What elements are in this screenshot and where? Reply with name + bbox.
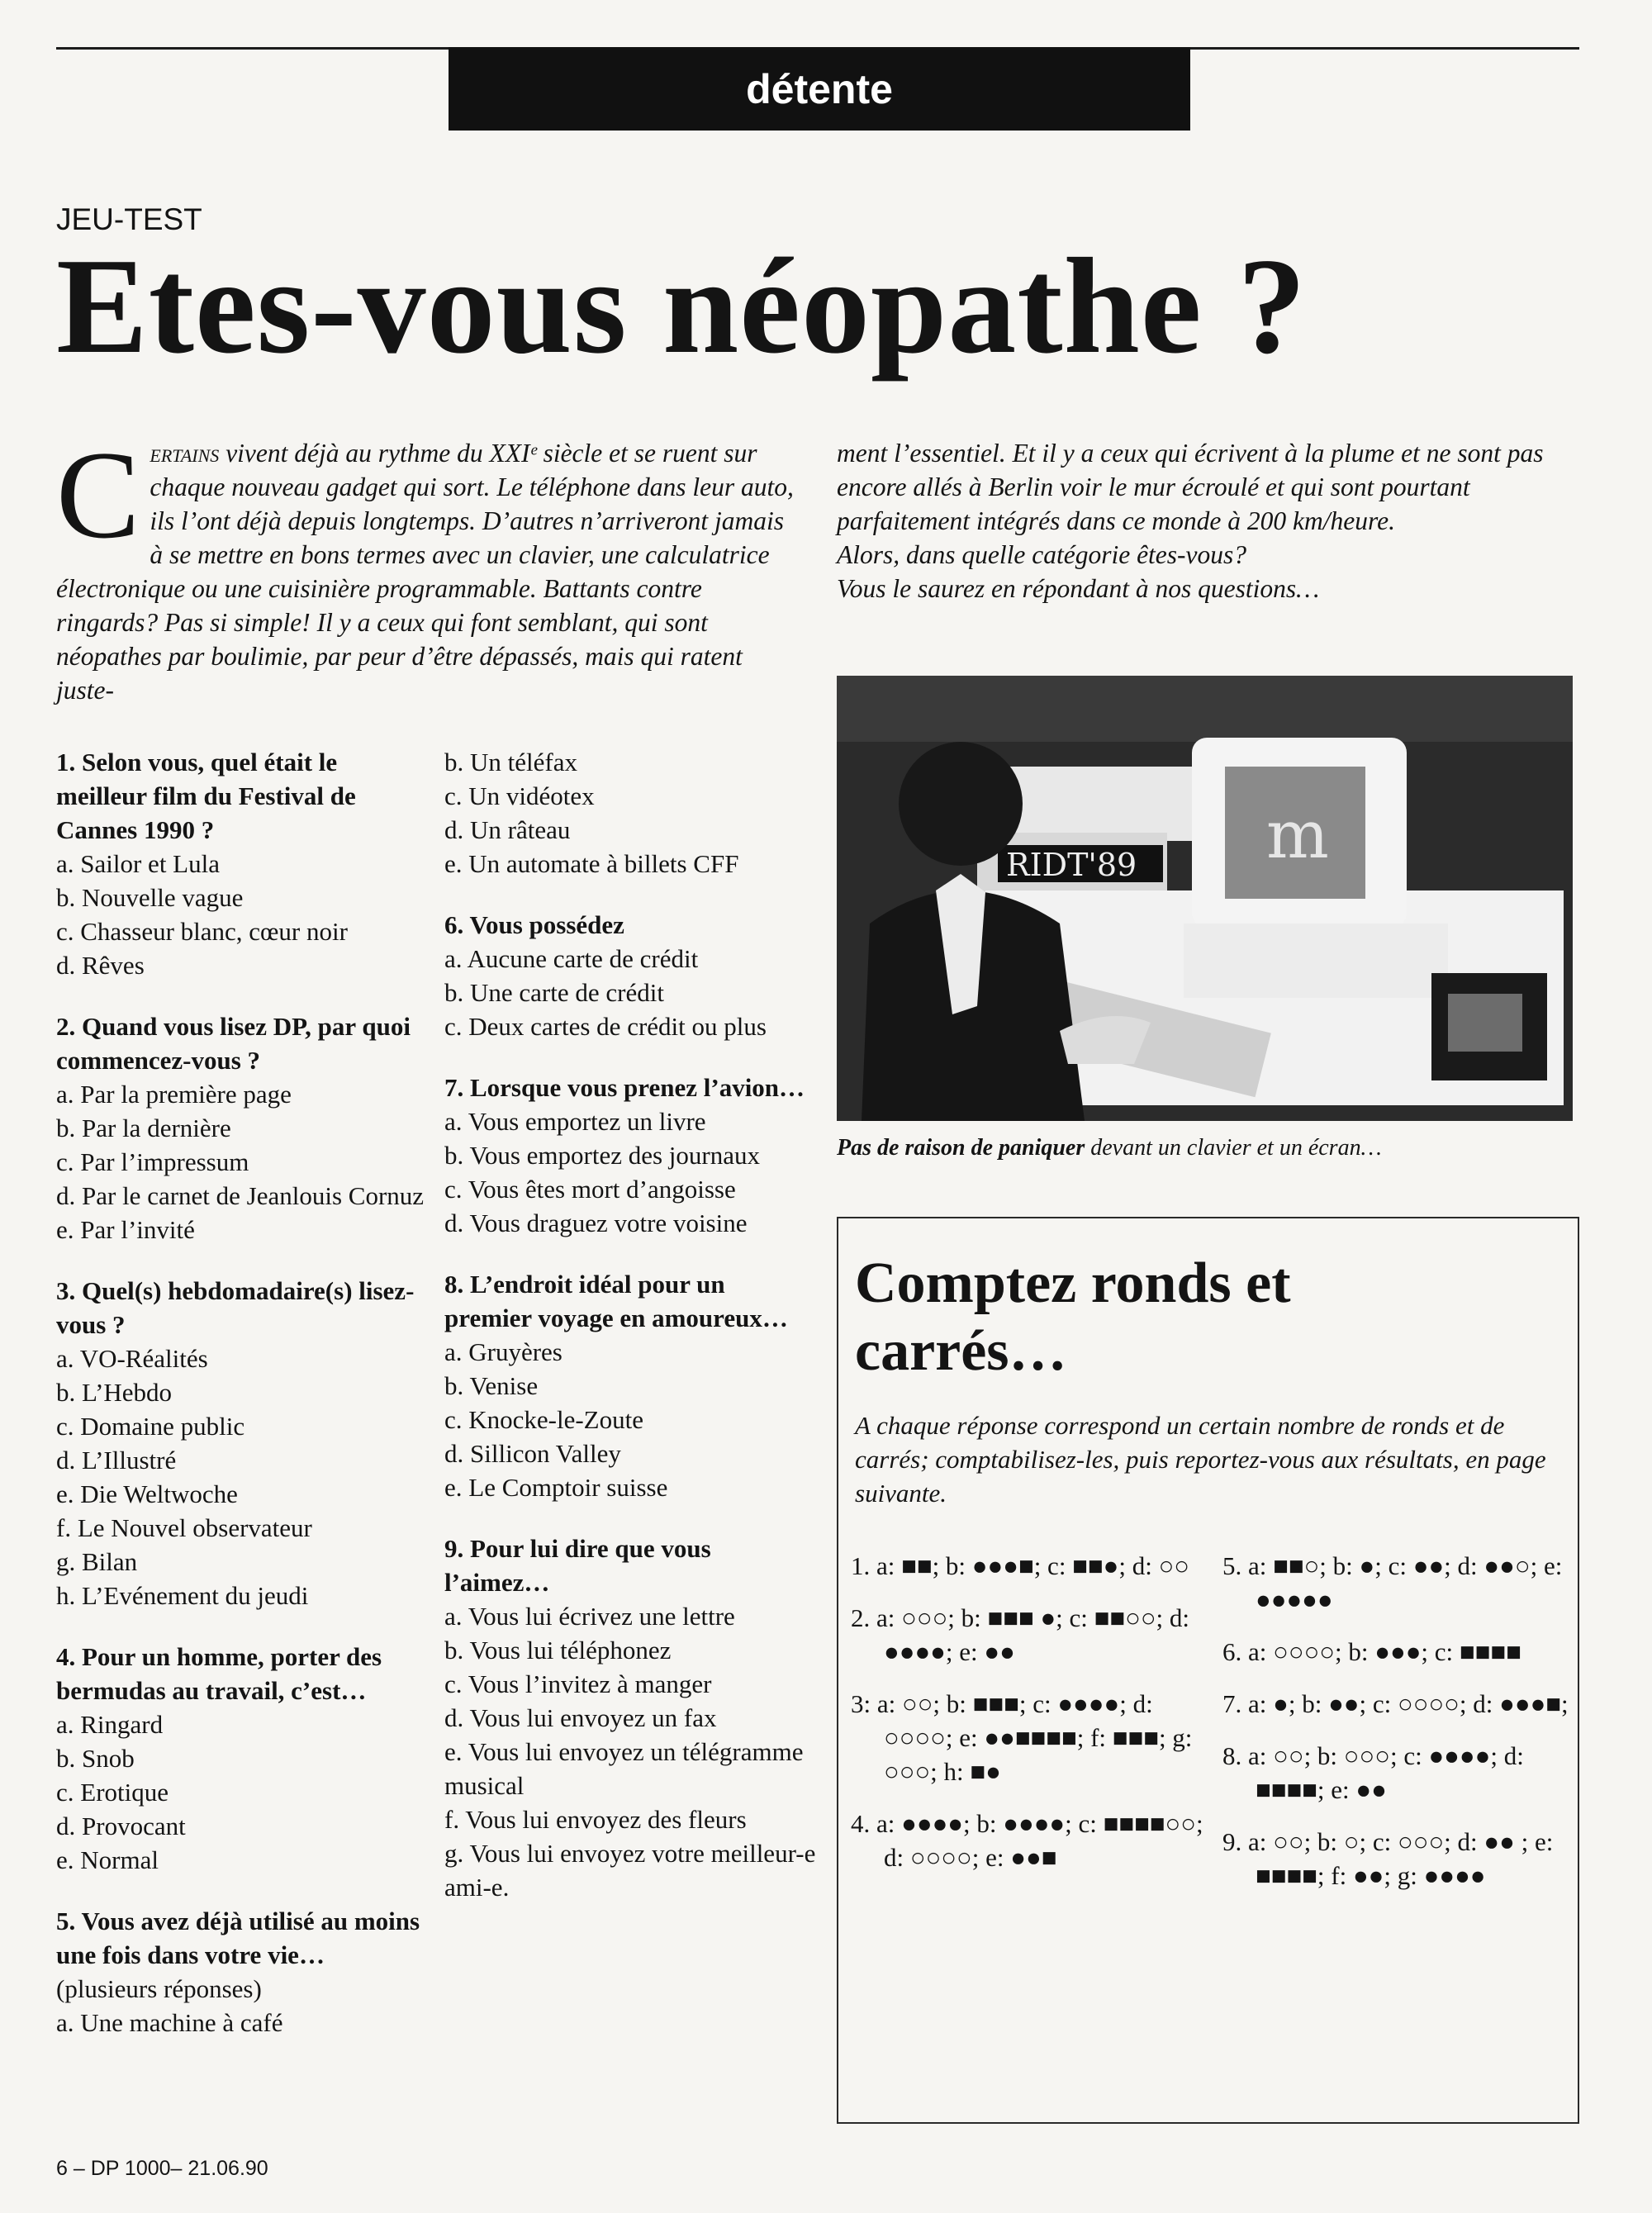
answer-option: d. Provocant: [56, 1812, 186, 1840]
answer-option: d. L’Illustré: [56, 1446, 177, 1475]
question-block: [56, 1904, 428, 2040]
scoring-intro: A chaque réponse correspond un certain nombre de ronds et de carrés; comptabilisez-les, puis reportez-vous aux résultats, en page suivante.: [855, 1411, 1546, 1508]
answer-option: a. Gruyères: [444, 1337, 563, 1366]
intro-question: Alors, dans quelle catégorie êtes-vous?: [837, 540, 1247, 569]
answer-option: e. Vous lui envoyez un télégramme musical: [444, 1737, 804, 1800]
question-text: 7. Lorsque vous prenez l’avion…: [444, 1073, 805, 1102]
answer-option: a. Vous emportez un livre: [444, 1107, 706, 1136]
answer-option: f. Vous lui envoyez des fleurs: [444, 1805, 747, 1834]
answer-option: c. Erotique: [56, 1778, 169, 1807]
question-text: 9. Pour lui dire que vous l’aimez…: [444, 1534, 711, 1597]
intro-left-column: [56, 425, 798, 707]
question-text: 8. L’endroit idéal pour un premier voyage en amoureux…: [444, 1270, 788, 1332]
question-title: [444, 1071, 816, 1104]
answer-option: a. VO-Réalités: [56, 1344, 208, 1373]
answer-option: e. Le Comptoir suisse: [444, 1473, 668, 1502]
scoring-line: 6. a: ○○○○; b: ●●●; c: ■■■■: [1222, 1637, 1521, 1666]
scoring-box: [837, 1217, 1579, 2124]
answer-option: g. Vous lui envoyez votre meilleur-e ami-e.: [444, 1839, 816, 1902]
questions-column-2: [444, 745, 816, 1931]
question-block: [56, 745, 428, 982]
scoring-title: Comptez ronds et carrés…: [855, 1251, 1291, 1383]
section-header: détente: [449, 47, 1190, 131]
scoring-line: 7. a: ●; b: ●●; c: ○○○○; d: ●●●■;: [1222, 1689, 1569, 1718]
answer-option: e. Un automate à billets CFF: [444, 849, 739, 878]
answer-option: b. Snob: [56, 1744, 135, 1773]
question-block: [56, 1274, 428, 1612]
answer-option: c. Domaine public: [56, 1412, 245, 1441]
answer-option: h. L’Evénement du jeudi: [56, 1581, 309, 1610]
question-title: [444, 1532, 816, 1599]
intro-continuation: ment l’essentiel. Et il y a ceux qui écrivent à la plume et ne sont pas encore allés à Berlin voir le mur écroulé et qui sont pourtant parfaitement intégrés dans ce monde à 200 km/heure.: [837, 439, 1544, 535]
answer-option: g. Bilan: [56, 1547, 138, 1576]
answer-option: d. Par le carnet de Jeanlouis Cornuz: [56, 1181, 425, 1210]
answer-option: d. Rêves: [56, 951, 145, 980]
answer-option: b. Vous lui téléphonez: [444, 1636, 672, 1664]
answer-option: b. Par la dernière: [56, 1114, 231, 1142]
photo-illustration: [837, 676, 1573, 1121]
answer-option: c. Chasseur blanc, cœur noir: [56, 917, 348, 946]
page-title: Etes-vous néopathe ?: [56, 230, 1308, 382]
question-title: [56, 1274, 428, 1342]
question-text: 4. Pour un homme, porter des bermudas au travail, c’est…: [56, 1642, 382, 1705]
answer-option: b. L’Hebdo: [56, 1378, 173, 1407]
scoring-line: 9. a: ○○; b: ○; c: ○○○; d: ●● ; e: ■■■■; f: ●●; g: ●●●●: [1222, 1827, 1554, 1890]
intro-right-column: [837, 436, 1580, 605]
kicker: JEU-TEST: [56, 202, 202, 236]
question-text: 6. Vous possédez: [444, 910, 624, 939]
answer-option: b. Nouvelle vague: [56, 883, 244, 912]
answer-option: b. Une carte de crédit: [444, 978, 664, 1007]
answer-option: a. Vous lui écrivez une lettre: [444, 1602, 735, 1631]
answer-option: c. Un vidéotex: [444, 781, 595, 810]
question-title: [56, 1009, 428, 1077]
intro-closing: Vous le saurez en répondant à nos questions…: [837, 574, 1320, 603]
answer-option: e. Normal: [56, 1845, 159, 1874]
caption-text: devant un clavier et un écran…: [1085, 1135, 1382, 1161]
answer-option: d. Un râteau: [444, 815, 571, 844]
caption-emphasis: Pas de raison de paniquer: [837, 1135, 1085, 1161]
question-block: [444, 1071, 816, 1240]
answer-option: c. Deux cartes de crédit ou plus: [444, 1012, 767, 1041]
answer-option: f. Le Nouvel observateur: [56, 1513, 312, 1542]
question-text: 2. Quand vous lisez DP, par quoi commencez-vous ?: [56, 1012, 411, 1075]
answer-option: b. Vous emportez des journaux: [444, 1141, 760, 1170]
question-5-continuation: [444, 745, 816, 881]
intro-text: vivent déjà au rythme du XXIᵉ siècle et se ruent sur chaque nouveau gadget qui sort. Le téléphone dans leur auto, ils l’ont déjà depuis longtemps. D’autres n’arriveront jamais à se mettre en bons termes avec un clavier, une calculatrice électronique ou une cuisinière programmable. Battants contre ringards? Pas si simple! Il y a ceux qui font semblant, qui sont néopathes par boulimie, par peur d’être dépassés, mais qui ratent juste-: [56, 439, 794, 705]
answer-option: d. Sillicon Valley: [444, 1439, 621, 1468]
answer-option: a. Aucune carte de crédit: [444, 944, 699, 973]
answer-option: a. Par la première page: [56, 1080, 292, 1109]
question-text: 5. Vous avez déjà utilisé au moins une fois dans votre vie…: [56, 1907, 420, 1969]
question-title: [444, 1267, 816, 1335]
question-block: [444, 1267, 816, 1504]
page-folio: 6 – DP 1000– 21.06.90: [56, 2157, 268, 2180]
photo-caption: [837, 1135, 1381, 1161]
question-block: [56, 1009, 428, 1247]
answer-option: b. Venise: [444, 1371, 539, 1400]
question-title: [56, 1904, 428, 2006]
question-block: [444, 908, 816, 1043]
scoring-line: 1. a: ■■; b: ●●●■; c: ■■●; d: ○○: [851, 1551, 1190, 1580]
answer-option: e. Die Weltwoche: [56, 1479, 238, 1508]
question-text: 1. Selon vous, quel était le meilleur film du Festival de Cannes 1990 ?: [56, 748, 356, 844]
answer-option: c. Knocke-le-Zoute: [444, 1405, 643, 1434]
answer-option: c. Par l’impressum: [56, 1147, 249, 1176]
scoring-line: 5. a: ■■○; b: ●; c: ●●; d: ●●○; e: ●●●●●: [1222, 1551, 1563, 1614]
screen-letter: m: [1266, 796, 1329, 873]
answer-option: a. Ringard: [56, 1710, 164, 1739]
intro-small-caps: ertains: [150, 439, 220, 468]
scoring-right-column: [1222, 1549, 1569, 1911]
question-block: [444, 1532, 816, 1904]
answer-option: d. Vous lui envoyez un fax: [444, 1703, 717, 1732]
question-title: [56, 1640, 428, 1707]
question-title: [56, 745, 428, 847]
question-note: (plusieurs réponses): [56, 1974, 262, 2003]
answer-option: d. Vous draguez votre voisine: [444, 1209, 748, 1237]
answer-option: a. Une machine à café: [56, 2008, 283, 2037]
answer-option: b. Un téléfax: [444, 748, 577, 776]
answer-option: e. Par l’invité: [56, 1215, 195, 1244]
answer-option: c. Vous êtes mort d’angoisse: [444, 1175, 736, 1204]
question-title: [444, 908, 816, 942]
questions-column-1: [56, 745, 428, 2067]
scoring-line: 8. a: ○○; b: ○○○; c: ●●●●; d: ■■■■; e: ●●: [1222, 1741, 1524, 1804]
drop-cap: C: [56, 425, 140, 564]
question-text: 3. Quel(s) hebdomadaire(s) lisez-vous ?: [56, 1276, 415, 1339]
scoring-line: 4. a: ●●●●; b: ●●●●; c: ■■■■○○; d: ○○○○; e: ●●■: [851, 1809, 1203, 1872]
answer-option: c. Vous l’invitez à manger: [444, 1669, 712, 1698]
article-photo: [837, 676, 1573, 1121]
photo-sign: RIDT'89: [1006, 847, 1137, 883]
question-block: [56, 1640, 428, 1877]
intro-paragraph: [56, 425, 798, 707]
scoring-left-column: [851, 1549, 1214, 1892]
answer-option: a. Sailor et Lula: [56, 849, 220, 878]
scoring-line: 2. a: ○○○; b: ■■■ ●; c: ■■○○; d: ●●●●; e: ●●: [851, 1603, 1190, 1666]
scoring-line: 3: a: ○○; b: ■■■; c: ●●●●; d: ○○○○; e: ●●■■■■; f: ■■■; g: ○○○; h: ■●: [851, 1689, 1193, 1786]
